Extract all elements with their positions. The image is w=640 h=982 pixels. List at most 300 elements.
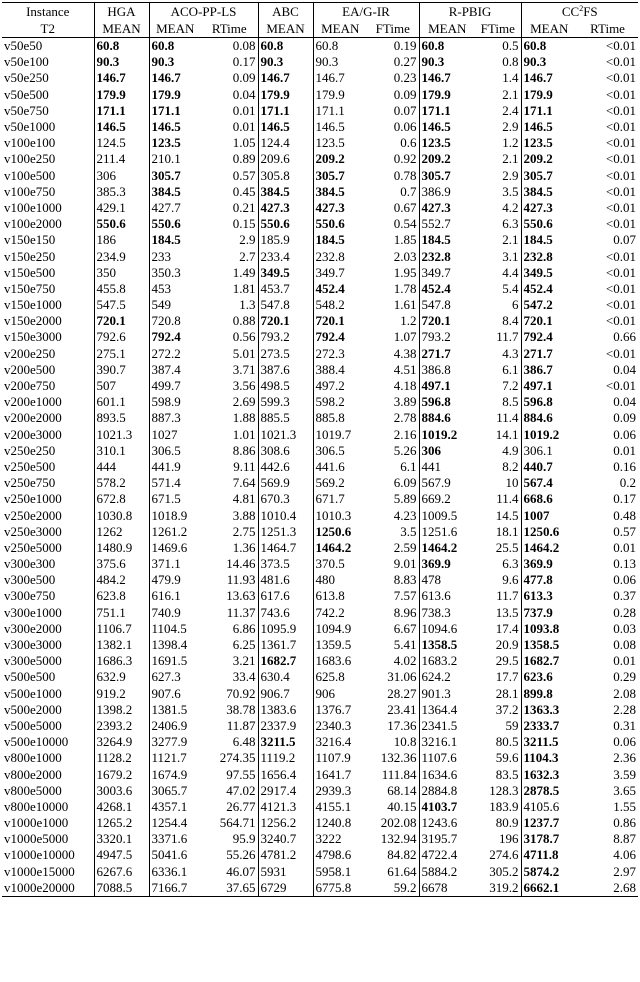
time-cell: 0.57	[613, 523, 637, 539]
mean-cell: 1254.4	[151, 815, 188, 831]
time-cell: 4.38	[367, 346, 419, 362]
time-cell: <0.01	[605, 313, 637, 329]
mean-cell: 7088.5	[94, 880, 149, 897]
time-cell: 31.06	[367, 669, 419, 685]
time-cell: 11.37	[201, 605, 258, 621]
table-row	[2, 135, 638, 151]
mean-cell: 901.3	[421, 685, 451, 701]
mean-cell: 2340.3	[315, 717, 352, 733]
table-row	[2, 168, 638, 184]
mean-cell: 672.8	[94, 491, 149, 507]
mean-cell: 906.7	[258, 686, 313, 702]
mean-cell: 1030.8	[94, 507, 149, 523]
table-row	[2, 880, 638, 897]
time-cell: <0.01	[605, 248, 637, 264]
mean-cell: 1464.2	[523, 539, 560, 555]
mean-cell: 743.6	[258, 605, 313, 621]
time-cell: 97.55	[201, 766, 258, 782]
time-cell: 0.7	[367, 184, 419, 200]
time-cell: 2.59	[367, 540, 419, 556]
time-cell: <0.01	[605, 345, 637, 361]
instance-cell: v100e750	[2, 184, 94, 200]
mean-cell: 1010.4	[258, 507, 313, 523]
cc2fs-rtime-header: RTime	[577, 20, 638, 38]
mean-cell: 793.2	[421, 329, 451, 345]
time-cell: 2.9	[475, 168, 521, 184]
time-cell: 3.5	[367, 524, 419, 540]
time-cell: 274.35	[201, 750, 258, 766]
table-row	[2, 621, 638, 637]
mean-cell: 477.8	[523, 572, 553, 588]
mean-cell: 623.8	[94, 588, 149, 604]
mean-cell: 427.3	[421, 199, 451, 215]
mean-cell: 453.7	[258, 281, 313, 297]
mean-cell: 2878.5	[523, 782, 560, 798]
mean-cell: 184.5	[315, 232, 345, 248]
mean-cell: 6775.8	[313, 880, 367, 897]
table-row	[2, 151, 638, 167]
time-cell: 3.1	[475, 248, 521, 264]
time-cell: 0.06	[613, 734, 637, 750]
mean-cell: 1361.7	[258, 637, 313, 653]
mean-cell: 184.5	[151, 232, 181, 248]
time-cell: 0.45	[201, 184, 258, 200]
table-row	[2, 864, 638, 880]
time-cell: 2.08	[613, 685, 637, 701]
mean-cell: 441.9	[151, 458, 181, 474]
time-cell: 3.21	[201, 653, 258, 669]
instance-cell: v200e3000	[2, 427, 94, 443]
mean-cell: 1359.5	[315, 637, 352, 653]
mean-cell: 4121.3	[258, 799, 313, 815]
time-cell: 0.5	[475, 38, 521, 55]
instance-subheader: T2	[2, 20, 94, 38]
mean-cell: 124.4	[258, 135, 313, 151]
table-row	[2, 750, 638, 766]
time-cell: 7.64	[201, 475, 258, 491]
mean-cell: 720.1	[258, 313, 313, 329]
mean-cell: 1682.7	[523, 653, 560, 669]
mean-cell: 211.4	[94, 151, 149, 167]
mean-cell: 550.6	[151, 216, 181, 232]
time-cell: 6.09	[367, 475, 419, 491]
mean-cell: 887.3	[151, 410, 181, 426]
mean-cell: 3003.6	[94, 783, 149, 799]
mean-cell: 737.9	[523, 604, 553, 620]
results-table	[2, 2, 638, 897]
time-cell: 4.4	[475, 265, 521, 281]
table-row	[2, 216, 638, 232]
mean-cell: 1262	[94, 524, 149, 540]
table-row	[2, 200, 638, 216]
instance-cell: v500e2000	[2, 702, 94, 718]
mean-cell: 1261.2	[151, 523, 188, 539]
mean-cell: 146.7	[523, 70, 553, 86]
mean-cell: 171.1	[151, 102, 181, 118]
table-row	[2, 297, 638, 313]
table-row	[2, 313, 638, 329]
time-cell: 80.9	[475, 815, 521, 831]
time-cell: 0.92	[367, 151, 419, 167]
mean-cell: 613.3	[523, 588, 553, 604]
mean-cell: 184.5	[523, 232, 553, 248]
mean-cell: 1364.4	[421, 701, 458, 717]
rpbig-mean-header: MEAN	[419, 20, 475, 38]
time-cell: 0.17	[613, 491, 637, 507]
mean-cell: 792.6	[94, 329, 149, 345]
time-cell: 6.3	[475, 216, 521, 232]
time-cell: 2.68	[577, 880, 638, 897]
mean-cell: 550.6	[258, 216, 313, 232]
mean-cell: 60.8	[94, 38, 149, 55]
time-cell: <0.01	[605, 86, 637, 102]
time-cell: 0.17	[201, 54, 258, 70]
mean-cell: 5041.6	[151, 847, 188, 863]
instance-cell: v150e750	[2, 281, 94, 297]
time-cell: 11.93	[201, 572, 258, 588]
instance-cell: v500e10000	[2, 734, 94, 750]
table-row	[2, 119, 638, 135]
table-row	[2, 38, 638, 55]
time-cell: 0.01	[201, 103, 258, 119]
mean-cell: 5874.2	[523, 863, 560, 879]
time-cell: 1.2	[367, 313, 419, 329]
time-cell: 2.03	[367, 248, 419, 264]
mean-cell: 2341.5	[421, 717, 458, 733]
mean-cell: 498.5	[258, 378, 313, 394]
mean-cell: 123.5	[315, 135, 345, 151]
mean-cell: 601.1	[94, 394, 149, 410]
time-cell: 0.8	[475, 54, 521, 70]
mean-cell: 90.3	[523, 54, 547, 70]
time-cell: 0.04	[613, 394, 637, 410]
mean-cell: 6662.1	[521, 880, 577, 897]
time-cell: 564.71	[201, 815, 258, 831]
mean-cell: 90.3	[151, 54, 175, 70]
cc2fs-name-main: CC	[561, 3, 580, 19]
mean-cell: 792.4	[315, 329, 345, 345]
table-row	[2, 232, 638, 248]
instance-cell: v250e1000	[2, 491, 94, 507]
aco-rtime-header: RTime	[201, 20, 258, 38]
mean-cell: 899.8	[523, 685, 553, 701]
mean-cell: 232.8	[523, 248, 553, 264]
rpbig-ftime-header: FTime	[475, 20, 521, 38]
mean-cell: 617.6	[258, 588, 313, 604]
mean-cell: 596.8	[523, 394, 553, 410]
mean-cell: 146.5	[258, 119, 313, 135]
time-cell: 28.1	[475, 686, 521, 702]
mean-cell: 1398.2	[94, 702, 149, 718]
time-cell: 0.28	[613, 604, 637, 620]
mean-cell: 146.7	[315, 70, 345, 86]
mean-cell: 179.9	[315, 86, 345, 102]
mean-cell: 233	[151, 248, 171, 264]
time-cell: 1.01	[201, 427, 258, 443]
mean-cell: 209.2	[315, 151, 345, 167]
mean-cell: 272.2	[151, 345, 181, 361]
mean-cell: 370.5	[315, 556, 345, 572]
mean-cell: 429.1	[94, 200, 149, 216]
mean-cell: 668.6	[523, 491, 553, 507]
instance-cell: v150e3000	[2, 329, 94, 345]
mean-cell: 455.8	[94, 281, 149, 297]
table-body	[2, 38, 638, 897]
instance-cell: v50e1000	[2, 119, 94, 135]
time-cell: 2.36	[613, 750, 637, 766]
time-cell: 11.87	[201, 718, 258, 734]
mean-cell: 751.1	[94, 605, 149, 621]
time-cell: <0.01	[605, 183, 637, 199]
mean-cell: 275.1	[94, 346, 149, 362]
time-cell: <0.01	[605, 199, 637, 215]
mean-cell: 1363.3	[523, 701, 560, 717]
time-cell: 4.81	[201, 491, 258, 507]
mean-cell: 2406.9	[151, 717, 188, 733]
mean-cell: 124.5	[94, 135, 149, 151]
instance-cell: v1000e20000	[2, 880, 94, 897]
mean-cell: 569.2	[315, 475, 345, 491]
mean-cell: 550.6	[315, 216, 345, 232]
time-cell: 1.85	[367, 232, 419, 248]
time-cell: 4.3	[475, 346, 521, 362]
mean-cell: 1383.6	[258, 702, 313, 718]
mean-cell: 671.5	[151, 491, 181, 507]
time-cell: 5.01	[201, 346, 258, 362]
mean-cell: 386.7	[523, 361, 553, 377]
mean-cell: 442.6	[258, 459, 313, 475]
mean-cell: 1679.2	[94, 766, 149, 782]
mean-cell: 3178.7	[523, 831, 560, 847]
mean-cell: 1010.3	[315, 507, 352, 523]
time-cell: 6.86	[201, 621, 258, 637]
time-cell: 84.82	[367, 847, 419, 863]
time-cell: 40.15	[367, 799, 419, 815]
time-cell: 83.5	[475, 766, 521, 782]
time-cell: <0.01	[605, 378, 637, 394]
time-cell: 0.86	[613, 815, 637, 831]
time-cell: 0.29	[613, 669, 637, 685]
mean-cell: 1018.9	[151, 507, 188, 523]
mean-cell: 623.6	[523, 669, 553, 685]
instance-cell: v1000e1000	[2, 815, 94, 831]
time-cell: 2.4	[475, 103, 521, 119]
mean-cell: 369.9	[421, 556, 451, 572]
mean-cell: 616.1	[151, 588, 181, 604]
mean-cell: 578.2	[94, 475, 149, 491]
time-cell: 6.48	[201, 734, 258, 750]
mean-cell: 60.8	[151, 38, 175, 54]
time-cell: 37.65	[201, 880, 258, 897]
mean-cell: 885.5	[258, 410, 313, 426]
mean-cell: 1094.9	[315, 620, 352, 636]
mean-cell: 171.1	[523, 102, 553, 118]
aco-pp-ls-header: ACO-PP-LS	[149, 3, 258, 21]
table-row	[2, 815, 638, 831]
mean-cell: 310.1	[94, 443, 149, 459]
mean-cell: 632.9	[94, 669, 149, 685]
time-cell: 0.27	[367, 54, 419, 70]
mean-cell: 232.8	[421, 248, 451, 264]
mean-cell: 1398.4	[151, 637, 188, 653]
mean-cell: 4155.1	[315, 798, 352, 814]
table-row	[2, 459, 638, 475]
mean-cell: 1683.2	[421, 653, 458, 669]
mean-cell: 375.6	[94, 556, 149, 572]
mean-cell: 569.9	[258, 475, 313, 491]
mean-cell: 484.2	[94, 572, 149, 588]
instance-cell: v250e2000	[2, 507, 94, 523]
abc-mean-header: MEAN	[258, 20, 313, 38]
mean-cell: 440.7	[523, 458, 553, 474]
mean-cell: 441.6	[315, 458, 345, 474]
time-cell: 2.9	[475, 119, 521, 135]
mean-cell: 1265.2	[94, 815, 149, 831]
instance-cell: v300e300	[2, 556, 94, 572]
mean-cell: 624.2	[421, 669, 451, 685]
time-cell: 3.88	[201, 507, 258, 523]
mean-cell: 547.8	[258, 297, 313, 313]
instance-cell: v150e1000	[2, 297, 94, 313]
table-row	[2, 507, 638, 523]
time-cell: 14.5	[475, 507, 521, 523]
mean-cell: 497.1	[523, 378, 553, 394]
time-cell: 0.89	[201, 151, 258, 167]
time-cell: 1.3	[201, 297, 258, 313]
instance-cell: v500e5000	[2, 718, 94, 734]
time-cell: 8.4	[475, 313, 521, 329]
time-cell: 17.7	[475, 669, 521, 685]
time-cell: 0.04	[613, 361, 637, 377]
time-cell: 0.31	[613, 717, 637, 733]
time-cell: 2.16	[367, 427, 419, 443]
mean-cell: 1106.7	[94, 621, 149, 637]
time-cell: 7.57	[367, 588, 419, 604]
mean-cell: 1119.2	[258, 750, 313, 766]
mean-cell: 273.5	[258, 346, 313, 362]
instance-cell: v100e1000	[2, 200, 94, 216]
mean-cell: 3216.1	[421, 734, 458, 750]
mean-cell: 1683.6	[315, 653, 352, 669]
mean-cell: 550.6	[523, 216, 553, 232]
time-cell: 4.06	[613, 847, 637, 863]
time-cell: 0.2	[619, 475, 637, 491]
time-cell: 111.84	[367, 766, 419, 782]
mean-cell: 627.3	[151, 669, 181, 685]
time-cell: 4.23	[367, 507, 419, 523]
mean-cell: 179.9	[258, 87, 313, 103]
mean-cell: 146.5	[315, 119, 345, 135]
mean-cell: 305.8	[258, 168, 313, 184]
time-cell: 59.6	[475, 750, 521, 766]
mean-cell: 792.4	[151, 329, 181, 345]
table-row	[2, 734, 638, 750]
time-cell: 37.2	[475, 702, 521, 718]
mean-cell: 384.5	[523, 183, 553, 199]
time-cell: <0.01	[605, 167, 637, 183]
time-cell: 17.4	[475, 621, 521, 637]
time-cell: 274.6	[475, 847, 521, 863]
mean-cell: 1464.2	[421, 539, 458, 555]
time-cell: 17.36	[367, 718, 419, 734]
ea-ftime-header: FTime	[367, 20, 419, 38]
instance-cell: v100e100	[2, 135, 94, 151]
instance-cell: v200e1000	[2, 394, 94, 410]
instance-cell: v800e10000	[2, 799, 94, 815]
time-cell: 11.4	[475, 491, 521, 507]
mean-cell: 507	[94, 378, 149, 394]
mean-cell: 171.1	[94, 103, 149, 119]
time-cell: 2.75	[201, 524, 258, 540]
mean-cell: 720.1	[94, 313, 149, 329]
instance-cell: v300e500	[2, 572, 94, 588]
table-row	[2, 394, 638, 410]
mean-cell: 349.5	[523, 264, 553, 280]
table-row	[2, 799, 638, 815]
table-row	[2, 540, 638, 556]
mean-cell: 1656.4	[258, 766, 313, 782]
time-cell: 0.78	[367, 168, 419, 184]
time-cell: 46.07	[201, 864, 258, 880]
time-cell: 0.01	[613, 653, 637, 669]
mean-cell: 306.5	[315, 442, 345, 458]
mean-cell: 427.3	[523, 199, 553, 215]
table-row	[2, 103, 638, 119]
instance-cell: v300e2000	[2, 621, 94, 637]
mean-cell: 306	[421, 442, 442, 458]
mean-cell: 349.7	[421, 264, 451, 280]
mean-cell: 1682.7	[258, 653, 313, 669]
time-cell: 0.08	[201, 38, 258, 55]
mean-cell: 2337.9	[258, 718, 313, 734]
time-cell: 9.01	[367, 556, 419, 572]
mean-cell: 3195.7	[421, 831, 458, 847]
table-row	[2, 265, 638, 281]
mean-cell: 1358.5	[421, 637, 458, 653]
time-cell: 5.89	[367, 491, 419, 507]
time-cell: 68.14	[367, 783, 419, 799]
mean-cell: 1686.3	[94, 653, 149, 669]
mean-cell: 349.7	[315, 264, 345, 280]
mean-cell: 1121.7	[151, 750, 187, 766]
mean-cell: 481.6	[258, 572, 313, 588]
time-cell: 8.5	[475, 394, 521, 410]
instance-cell: v300e3000	[2, 637, 94, 653]
mean-cell: 179.9	[94, 87, 149, 103]
mean-cell: 6729	[258, 880, 313, 897]
mean-cell: 90.3	[315, 54, 339, 70]
mean-cell: 146.7	[94, 70, 149, 86]
mean-cell: 209.2	[523, 151, 553, 167]
time-cell: 1.05	[201, 135, 258, 151]
time-cell: 3.5	[475, 184, 521, 200]
mean-cell: 1019.7	[315, 426, 352, 442]
mean-cell: 884.6	[421, 410, 451, 426]
mean-cell: 385.3	[94, 184, 149, 200]
instance-cell: v100e250	[2, 151, 94, 167]
time-cell: 0.06	[613, 426, 637, 442]
mean-cell: 179.9	[151, 86, 181, 102]
mean-cell: 1240.8	[315, 815, 352, 831]
time-cell: 202.08	[367, 815, 419, 831]
time-cell: 20.9	[475, 637, 521, 653]
mean-cell: 1381.5	[151, 701, 188, 717]
mean-cell: 123.5	[523, 135, 553, 151]
mean-cell: 547.8	[421, 297, 451, 313]
instance-cell: v200e2000	[2, 410, 94, 426]
mean-cell: 3320.1	[94, 831, 149, 847]
mean-cell: 4105.6	[523, 798, 560, 814]
